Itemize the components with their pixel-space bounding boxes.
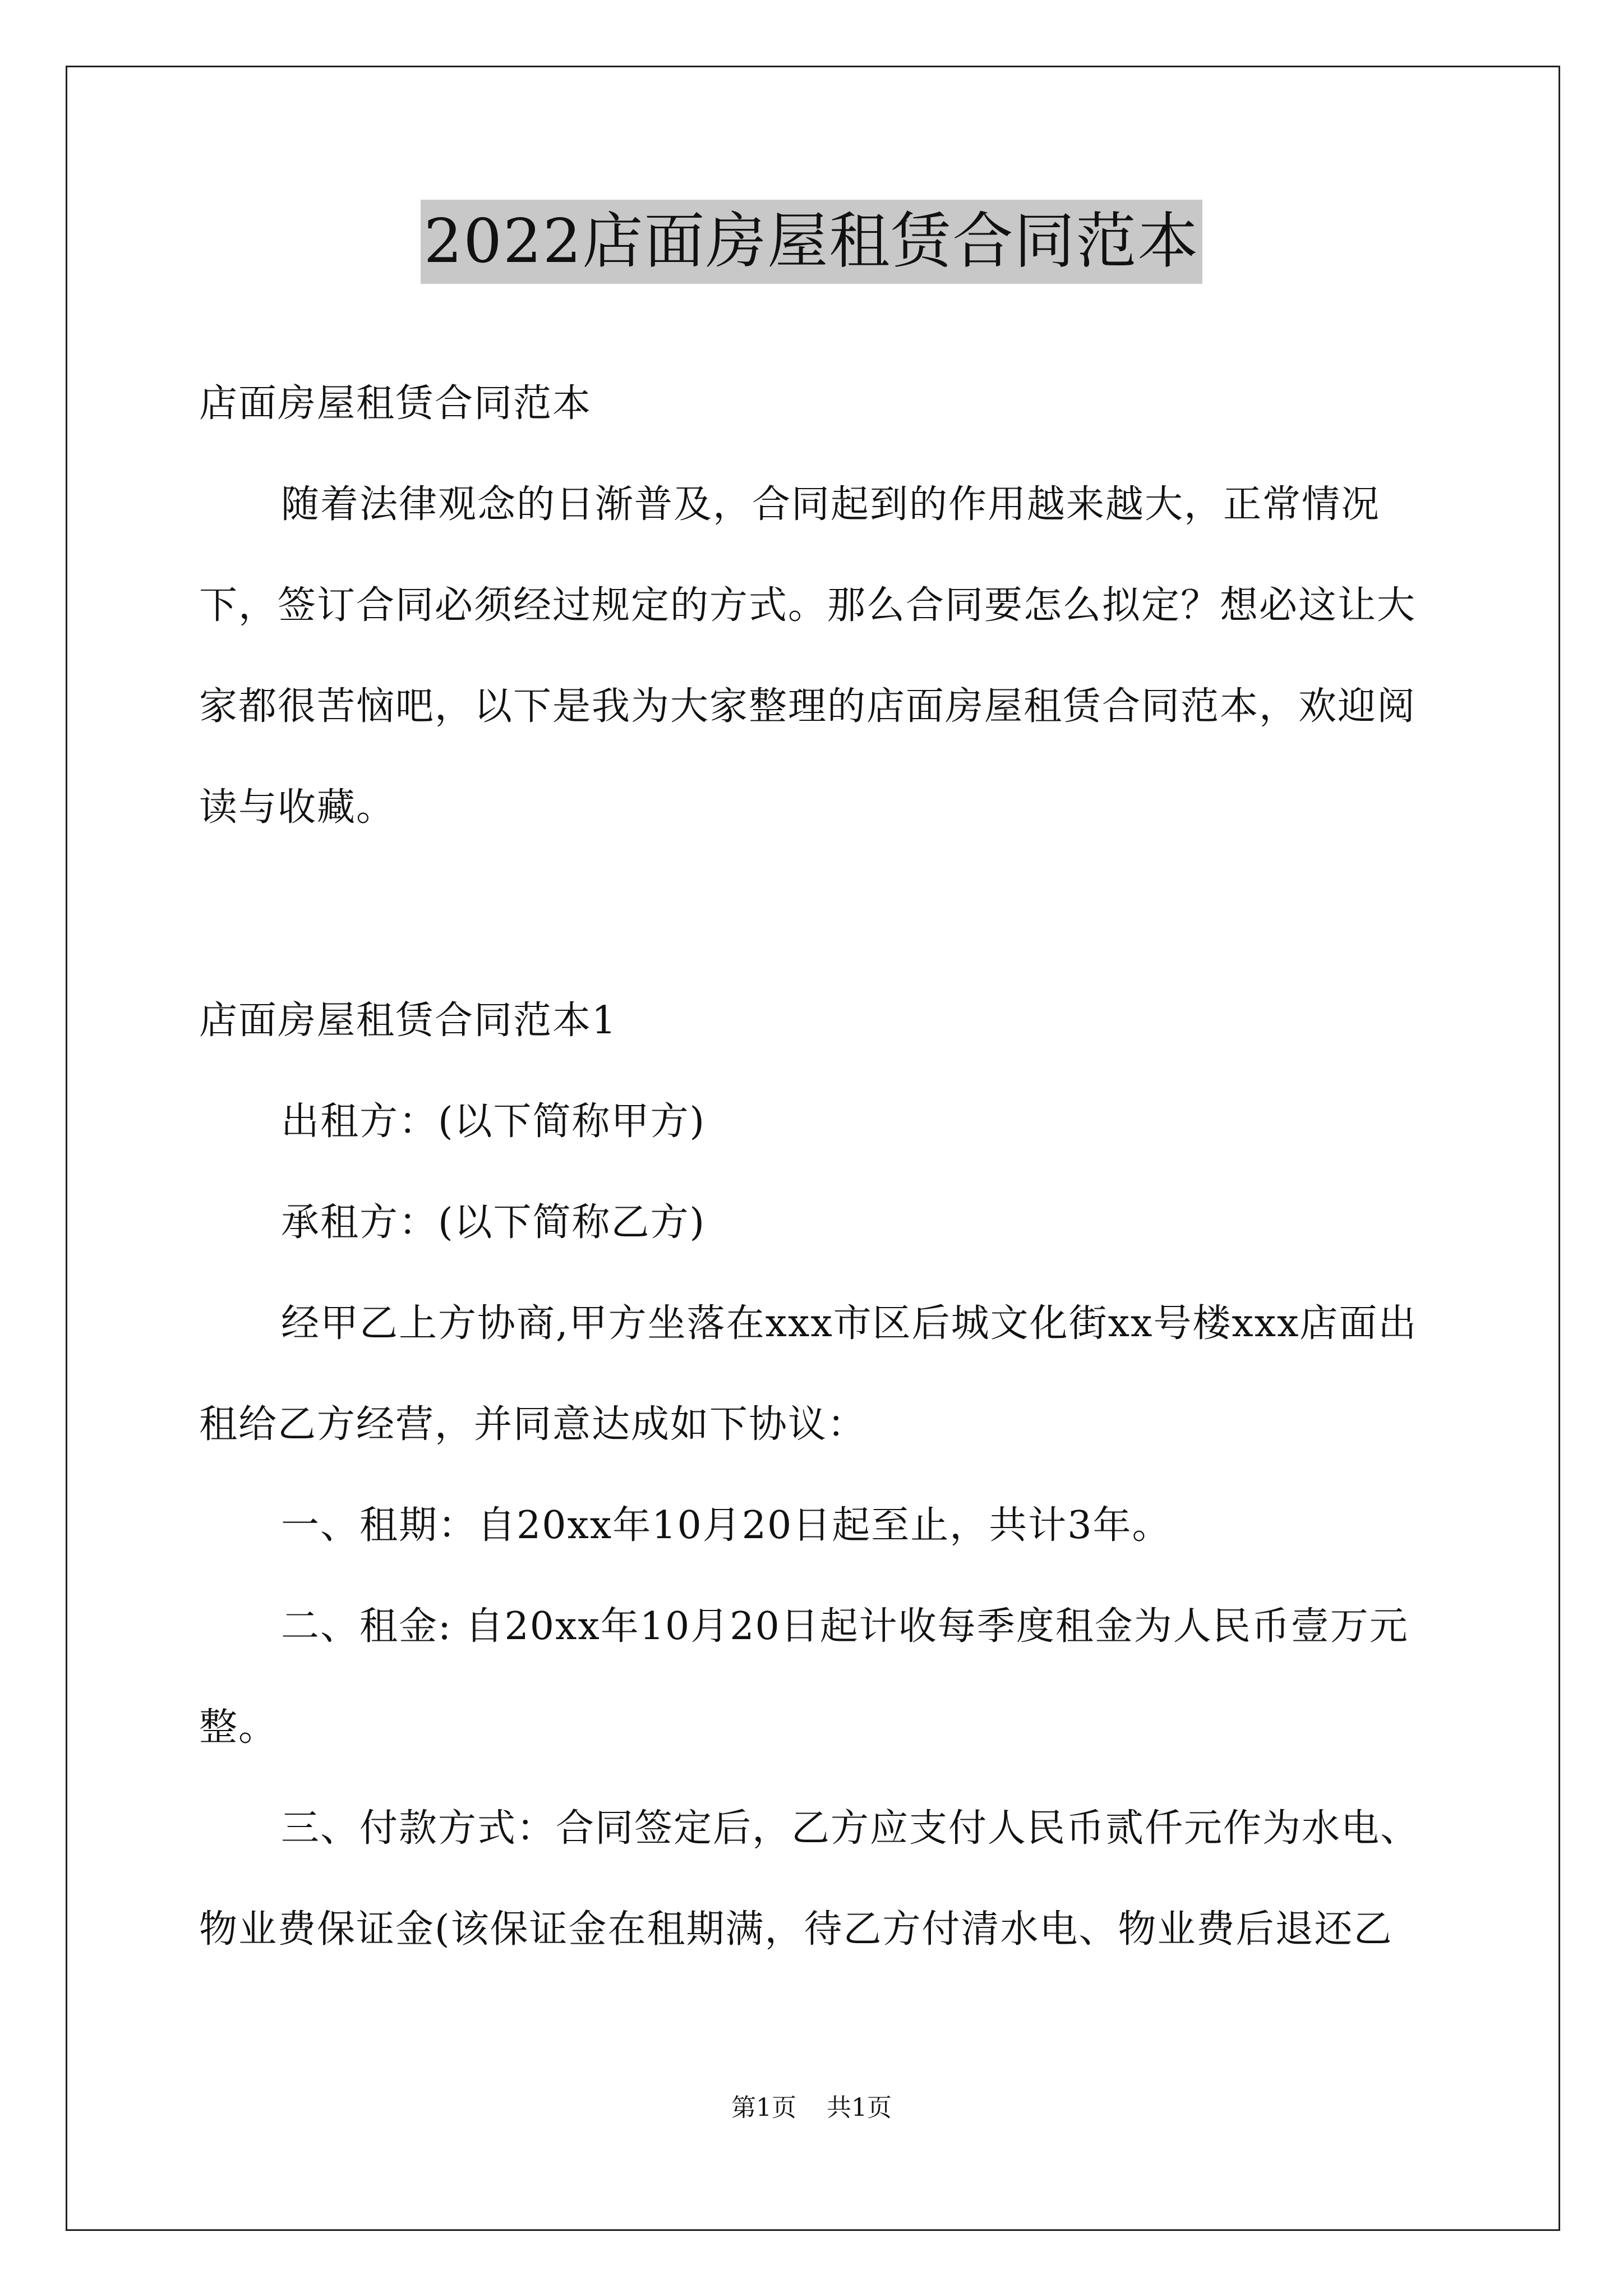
document-title: 2022店面房屋租赁合同范本 <box>421 200 1203 284</box>
page-total: 共1页 <box>827 2093 892 2122</box>
page-footer <box>0 2091 1623 2125</box>
lessor-line: 出租方：(以下简称甲方) <box>281 1099 706 1144</box>
intro-paragraph: 随着法律观念的日渐普及，合同起到的作用越来越大，正常情况下，签订合同必须经过规定的方式。那么合同要怎么拟定？想必这让大家都很苦恼吧，以下是我为大家整理的店面房屋租赁合同范本，欢迎阅读与收藏。 <box>199 482 1417 830</box>
title-wrap <box>0 200 1623 284</box>
agreement-intro: 经甲乙上方协商,甲方坐落在xxx市区后城文化街xx号楼xxx店面出租给乙方经营，并同意达成如下协议： <box>199 1301 1418 1447</box>
lessee-line: 承租方：(以下简称乙方) <box>281 1200 706 1245</box>
clause-3: 三、付款方式：合同签定后，乙方应支付人民币贰仟元作为水电、物业费保证金(该保证金在租期满，待乙方付清水电、物业费后退还乙 <box>199 1806 1420 1952</box>
document-subtitle: 店面房屋租赁合同范本 <box>199 381 592 426</box>
clause-1: 一、租期：自20xx年10月20日起至止，共计3年。 <box>281 1503 1172 1548</box>
clause-2: 二、租金: 自20xx年10月20日起计收每季度租金为人民币壹万元整。 <box>199 1604 1409 1750</box>
section-heading: 店面房屋租赁合同范本1 <box>199 999 617 1043</box>
page-current: 第1页 <box>731 2093 796 2122</box>
